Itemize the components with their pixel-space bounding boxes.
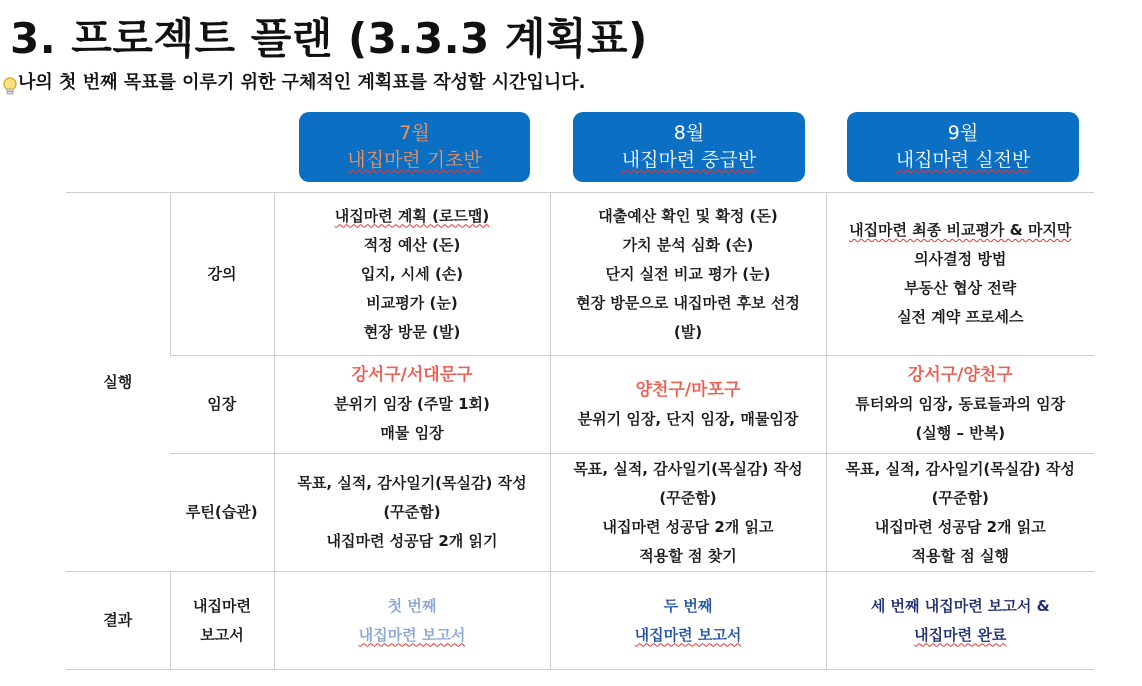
- cell-line: 내집마련 완료: [914, 625, 1007, 644]
- cell-line: 가치 분석 심화 (손): [622, 235, 754, 254]
- cell-line: 내집마련 보고서: [358, 625, 466, 644]
- cell-routine-july: [274, 454, 550, 572]
- table-row: [66, 193, 1094, 356]
- cell-line: 매물 임장: [380, 424, 444, 442]
- cell-report-august: [550, 572, 826, 670]
- course-name: 내집마련 중급반: [621, 149, 757, 171]
- group-label-result: 결과: [66, 572, 170, 670]
- cell-line: 세 번째 내집마련 보고서 &: [870, 596, 1050, 615]
- cell-line: 내집마련: [193, 596, 251, 615]
- cell-lecture-september: [826, 193, 1094, 356]
- cell-line: 내집마련 성공담 2개 읽고: [602, 517, 774, 536]
- area-label: 강서구/양천구: [907, 365, 1013, 385]
- cell-report-july: [274, 572, 550, 670]
- cell-line: 분위기 임장, 단지 임장, 매물임장: [577, 409, 799, 428]
- row-label-lecture: 강의: [170, 193, 274, 356]
- cell-line: 현장 방문으로 내집마련 후보 선정: [576, 293, 800, 312]
- cell-line: 부동산 협상 전략: [904, 279, 1017, 297]
- cell-routine-august: [550, 454, 826, 572]
- cell-line: (꾸준함): [383, 503, 441, 521]
- row-label-routine: 루틴(습관): [170, 454, 274, 572]
- table-row: [66, 572, 1094, 670]
- cell-lecture-july: [274, 193, 550, 356]
- month-header-august: [573, 112, 805, 182]
- area-label: 강서구/서대문구: [351, 365, 473, 385]
- month-label: 9월: [947, 122, 979, 144]
- table-row: [66, 454, 1094, 572]
- cell-lecture-august: [550, 193, 826, 356]
- cell-line: 적정 예산 (돈): [363, 235, 461, 254]
- cell-line: 분위기 임장 (주말 1회): [334, 395, 490, 413]
- cell-line: 내집마련 보고서: [634, 625, 742, 644]
- cell-line: 목표, 실적, 감사일기(목실감) 작성: [845, 459, 1075, 478]
- course-name: 내집마련 기초반: [347, 149, 482, 171]
- cell-line: 현장 방문 (발): [363, 322, 461, 341]
- cell-line: 대출예산 확인 및 확정 (돈): [598, 206, 778, 225]
- cell-line: (꾸준함): [931, 488, 989, 507]
- cell-line: 튜터와의 임장, 동료들과의 임장: [855, 395, 1066, 413]
- cell-visit-august: [550, 356, 826, 454]
- table-row: [66, 356, 1094, 454]
- cell-line: (발): [673, 322, 703, 341]
- page-title: 3. 프로젝트 플랜 (3.3.3 계획표): [10, 14, 648, 63]
- cell-line: 두 번째: [663, 596, 713, 615]
- cell-line: 내집마련 최종 비교평가 & 마지막: [849, 221, 1072, 239]
- cell-line: 내집마련 성공담 2개 읽고: [874, 517, 1046, 536]
- row-label-report: [170, 572, 274, 670]
- month-header-september: [847, 112, 1079, 182]
- group-label-execution: 실행: [66, 193, 170, 572]
- cell-visit-july: [274, 356, 550, 454]
- cell-line: 첫 번째: [387, 596, 437, 615]
- cell-line: 비교평가 (눈): [366, 293, 458, 312]
- cell-line: 내집마련 계획 (로드맵): [334, 206, 490, 225]
- cell-line: 단지 실전 비교 평가 (눈): [605, 264, 771, 283]
- course-name: 내집마련 실전반: [895, 149, 1031, 171]
- cell-line: 내집마련 성공담 2개 읽기: [326, 532, 498, 550]
- cell-line: 목표, 실적, 감사일기(목실감) 작성: [297, 474, 527, 492]
- cell-routine-september: [826, 454, 1094, 572]
- month-header-july: [299, 112, 530, 182]
- cell-line: 적용할 점 찾기: [639, 546, 737, 565]
- cell-line: 입지, 시세 (손): [360, 264, 464, 283]
- cell-line: (실행 – 반복): [915, 424, 1006, 442]
- lightbulb-icon: [2, 76, 18, 98]
- row-label-visit: 임장: [170, 356, 274, 454]
- cell-line: 목표, 실적, 감사일기(목실감) 작성: [573, 459, 803, 478]
- month-label: 8월: [673, 122, 705, 144]
- cell-report-september: [826, 572, 1094, 670]
- cell-line: 보고서: [200, 625, 244, 644]
- cell-visit-september: [826, 356, 1094, 454]
- cell-line: (꾸준함): [659, 488, 717, 507]
- cell-line: 실전 계약 프로세스: [897, 308, 1024, 326]
- page-subtitle: 나의 첫 번째 목표를 이루기 위한 구체적인 계획표를 작성할 시간입니다.: [18, 72, 586, 93]
- cell-line: 의사결정 방법: [914, 250, 1007, 268]
- cell-line: 적용할 점 실행: [911, 546, 1009, 565]
- plan-table: [66, 192, 1094, 670]
- month-label: 7월: [399, 122, 430, 144]
- area-label: 양천구/마포구: [635, 379, 741, 400]
